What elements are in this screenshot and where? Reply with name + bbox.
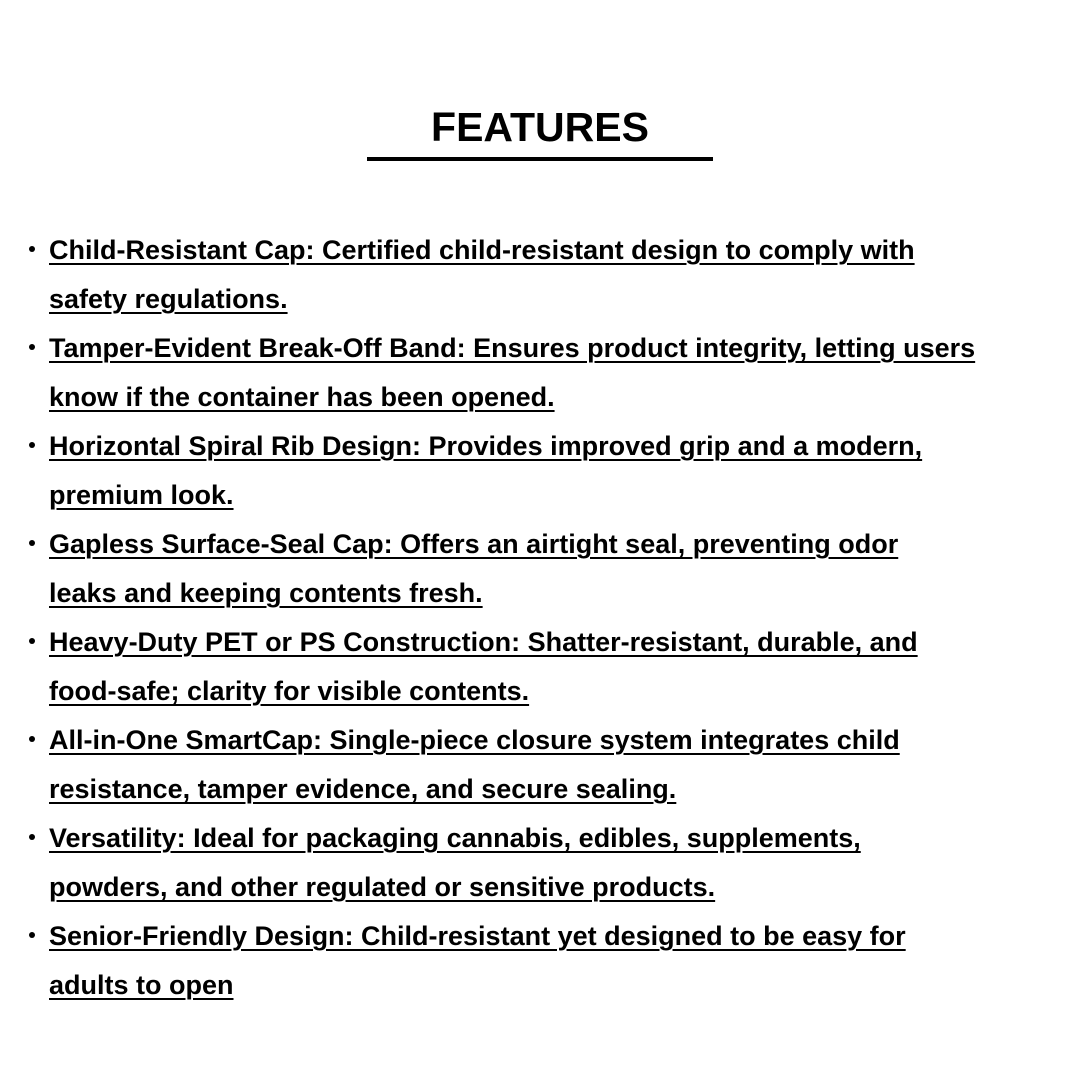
feature-text: powders, and other regulated or sensitive products. <box>49 872 716 902</box>
feature-text: Child-Resistant Cap: Certified child-resistant design to comply with <box>49 235 915 265</box>
feature-item <box>0 422 975 520</box>
feature-text: resistance, tamper evidence, and secure sealing. <box>49 774 677 804</box>
feature-item <box>0 226 975 324</box>
bullet-icon <box>29 638 35 644</box>
feature-text: know if the container has been opened. <box>49 382 555 412</box>
bullet-icon <box>29 932 35 938</box>
feature-item <box>0 716 975 814</box>
bullet-icon <box>29 834 35 840</box>
feature-text: All-in-One SmartCap: Single-piece closure system integrates child <box>49 725 900 755</box>
bullet-icon <box>29 246 35 252</box>
page-title: FEATURES <box>431 104 649 150</box>
feature-item <box>0 912 975 1010</box>
feature-text: leaks and keeping contents fresh. <box>49 578 483 608</box>
feature-item <box>0 324 975 422</box>
title-underline-divider <box>367 157 713 161</box>
feature-item <box>0 814 975 912</box>
feature-text: premium look. <box>49 480 234 510</box>
features-list <box>0 226 975 1010</box>
bullet-icon <box>29 736 35 742</box>
feature-text: safety regulations. <box>49 284 288 314</box>
feature-text: Horizontal Spiral Rib Design: Provides improved grip and a modern, <box>49 431 923 461</box>
bullet-icon <box>29 442 35 448</box>
feature-text: Senior-Friendly Design: Child-resistant yet designed to be easy for <box>49 921 906 951</box>
feature-item <box>0 520 975 618</box>
bullet-icon <box>29 344 35 350</box>
feature-text: Gapless Surface-Seal Cap: Offers an airtight seal, preventing odor <box>49 529 899 559</box>
feature-text: Heavy-Duty PET or PS Construction: Shatter-resistant, durable, and <box>49 627 918 657</box>
feature-text: Tamper-Evident Break-Off Band: Ensures product integrity, letting users <box>49 333 976 363</box>
feature-text: food-safe; clarity for visible contents. <box>49 676 530 706</box>
feature-text: adults to open <box>49 970 234 1000</box>
bullet-icon <box>29 540 35 546</box>
feature-text: Versatility: Ideal for packaging cannabis, edibles, supplements, <box>49 823 861 853</box>
feature-item <box>0 618 975 716</box>
